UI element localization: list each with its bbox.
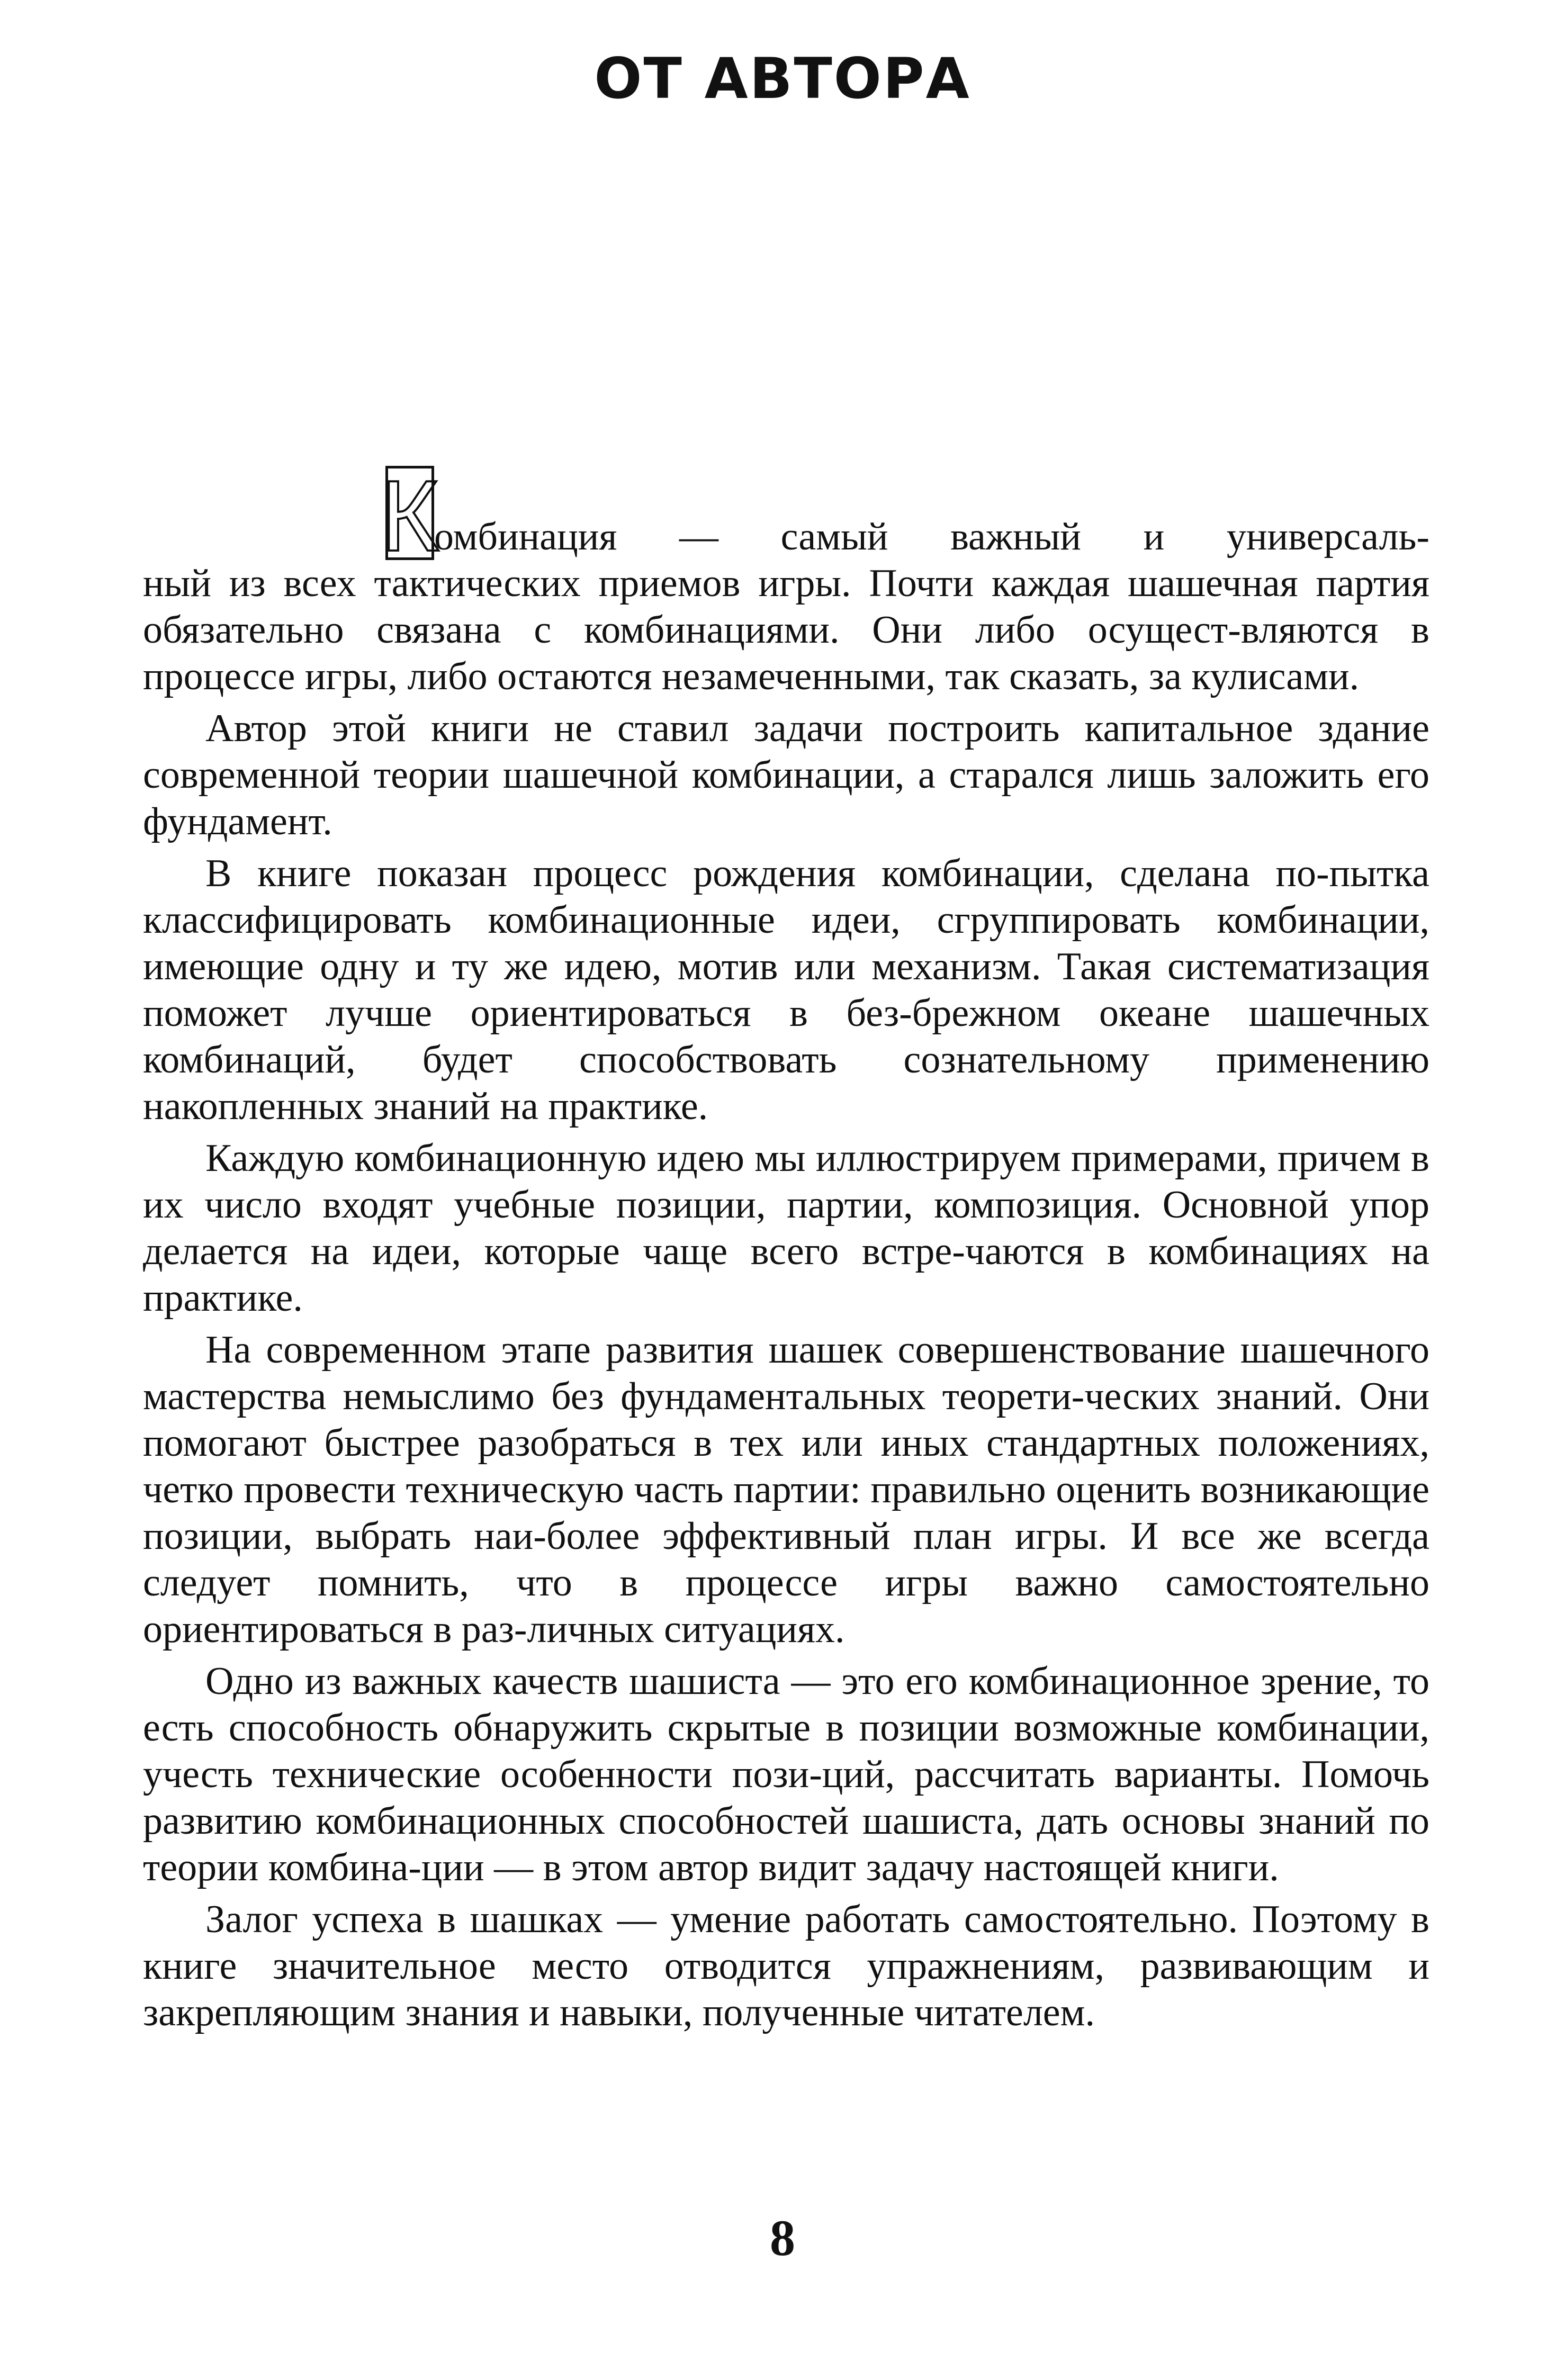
paragraph: Одно из важных качеств шашиста — это его комбинационное зрение, то есть способность обнаружить скрытые в позиции возможные комбинации, учесть технические особенности пози-ций, рассчитать варианты. Помочь развитию комбинационных способностей шашиста, дать основы знаний по теории комбина-ции — в этом автор видит задачу настоящей книги. [143,1660,1429,1889]
intro-first-line: омбинация — самый важный и универсаль- [434,515,1429,558]
page-title: ОТ АВТОРА [594,46,971,111]
paragraph: Залог успеха в шашках — умение работать самостоятельно. Поэтому в книге значительное место отводится упражнениям, развивающим и закрепляющим знания и навыки, полученные читателем. [143,1898,1429,2034]
paragraph: На современном этапе развития шашек совершенствование шашечного мастерства немыслимо без фундаментальных теорети-ческих знаний. Они помогают быстрее разобраться в тех или иных стандартных положениях, четко провести техническую часть партии: правильно оценить возникающие позиции, выбрать наи-более эффективный план игры. И все же всегда следует помнить, что в процессе игры важно самостоятельно ориентироваться в раз-личных ситуациях. [143,1328,1429,1651]
first-line [143,460,1429,572]
body-text [143,460,1429,2041]
page-number: 8 [770,2210,795,2266]
drop-cap [380,460,439,572]
paragraph: Каждую комбинационную идею мы иллюстрируем примерами, причем в их число входят учебные позиции, партии, композиция. Основной упор делается на идеи, которые чаще всего встре-чаются в комбинациях на практике. [143,1137,1429,1320]
intro-rest: ный из всех тактических приемов игры. Почти каждая шашечная партия обязательно связана с комбинациями. Они либо осущест-вляются в процессе игры, либо остаются незамеченными, так сказать, за кулисами. [143,562,1429,698]
drop-cap-letter: К [380,460,439,572]
intro-paragraph [143,460,1429,700]
paragraph: В книге показан процесс рождения комбинации, сделана по-пытка классифицировать комбинационные идеи, сгруппировать комбинации, имеющие одну и ту же идею, мотив или механизм. Такая систематизация поможет лучше ориентироваться в без-брежном океане шашечных комбинаций, будет способствовать сознательному применению накопленных знаний на практике. [143,852,1429,1128]
paragraph: Автор этой книги не ставил задачи построить капитальное здание современной теории шашечной комбинации, а старался лишь заложить его фундамент. [143,707,1429,843]
